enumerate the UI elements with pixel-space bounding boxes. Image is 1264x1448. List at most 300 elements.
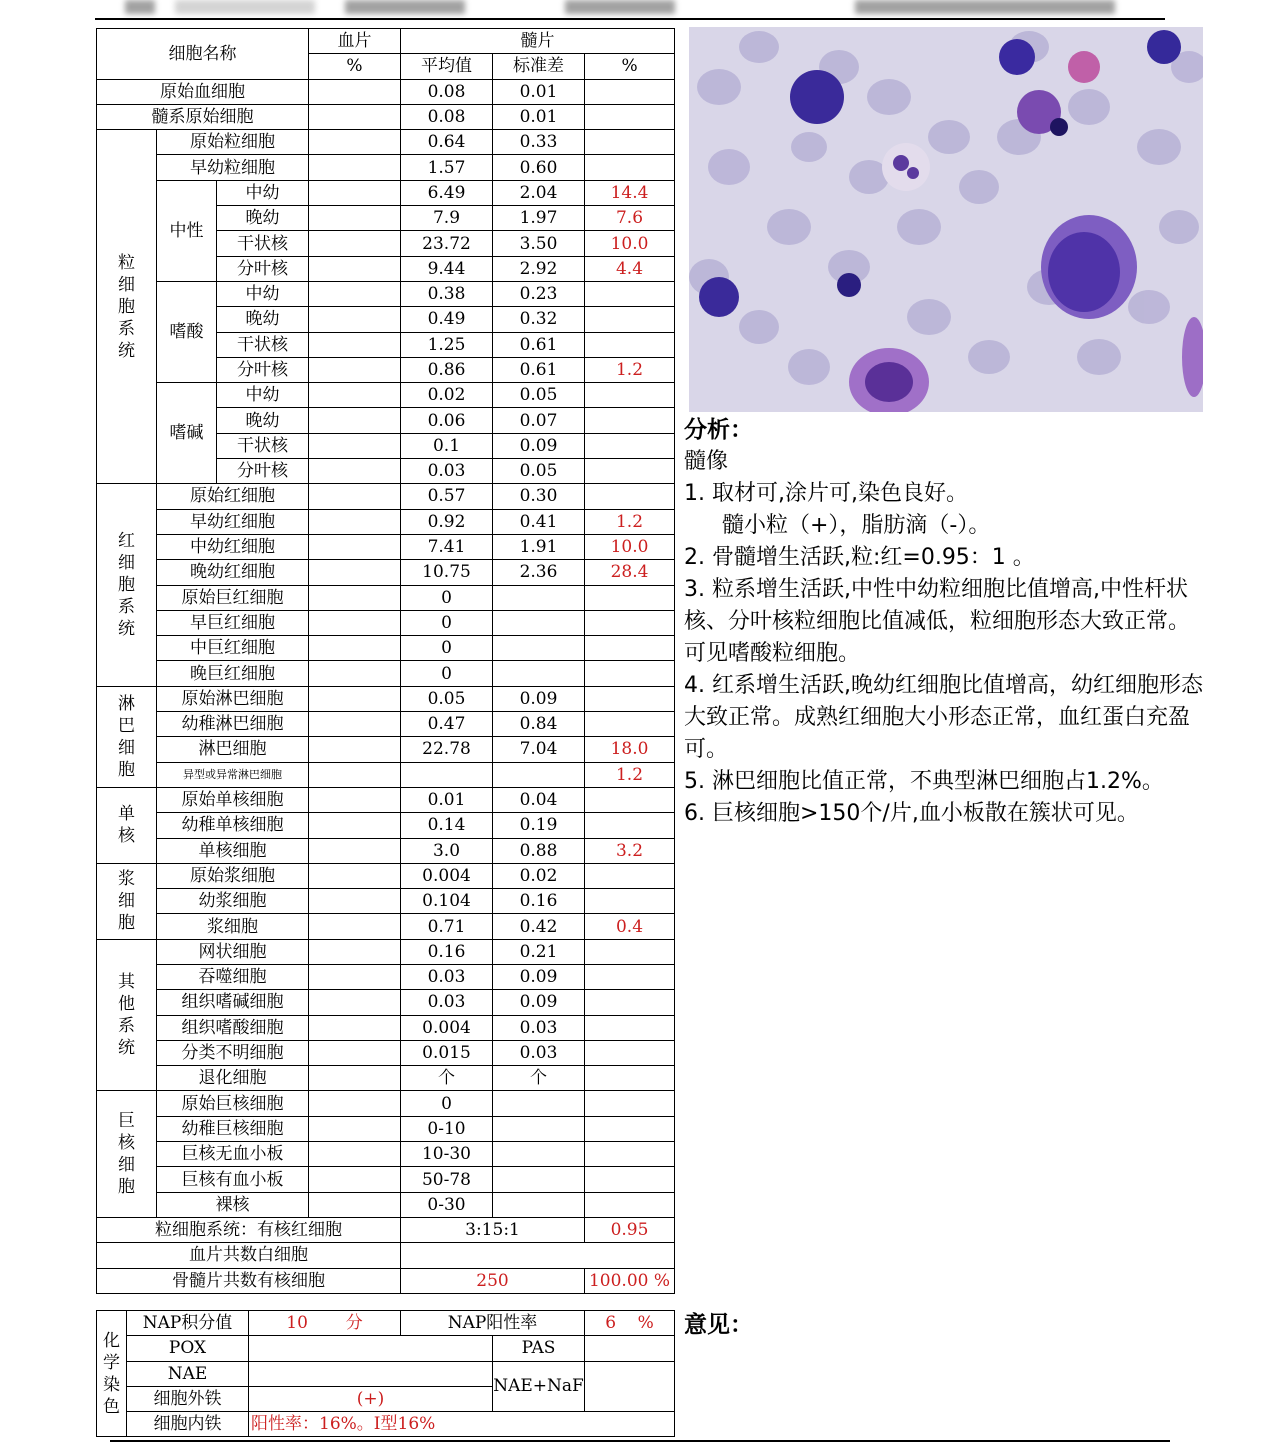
marrow-pct-value <box>585 712 675 737</box>
pas-value <box>585 1336 675 1361</box>
mean-value: 0.02 <box>401 383 493 408</box>
marrow-pct-value: 4.4 <box>585 256 675 281</box>
analysis-item: 4. 红系增生活跃,晚幼红细胞比值增高，幼红细胞形态大致正常。成熟红细胞大小形态正常，血红蛋白充盈可。 <box>684 673 1203 762</box>
group-plasma: 浆细胞 <box>97 863 157 939</box>
mean-value: 0.015 <box>401 1040 493 1065</box>
table-row <box>97 1066 675 1091</box>
cell-name: 中幼 <box>217 180 309 205</box>
header-blood: 血片 <box>309 29 401 54</box>
table-row <box>97 1192 675 1217</box>
intracellular-iron-value: 阳性率：16%。I型16% <box>249 1412 675 1437</box>
cell-name: 中幼 <box>217 383 309 408</box>
cell-name: 原始红细胞 <box>157 484 309 509</box>
table-row <box>97 964 675 989</box>
redacted-text <box>565 0 675 14</box>
table-row <box>97 990 675 1015</box>
table-row <box>97 1142 675 1167</box>
sd-value: 0.09 <box>493 433 585 458</box>
sd-value: 0.30 <box>493 484 585 509</box>
marrow-total-label: 骨髓片共数有核细胞 <box>97 1268 401 1293</box>
mean-value: 10-30 <box>401 1142 493 1167</box>
blood-value <box>309 459 401 484</box>
marrow-pct-value <box>585 939 675 964</box>
table-row <box>97 383 675 408</box>
marrow-pct-value <box>585 1142 675 1167</box>
cell-name: 晚幼 <box>217 408 309 433</box>
nae-value <box>249 1361 493 1386</box>
redacted-text <box>125 0 155 14</box>
cell-name: 晚幼红细胞 <box>157 560 309 585</box>
cell-name: 吞噬细胞 <box>157 964 309 989</box>
cell-name: 早幼红细胞 <box>157 509 309 534</box>
sd-value <box>493 1091 585 1116</box>
blood-value <box>309 914 401 939</box>
cell-name: 髓系原始细胞 <box>97 104 309 129</box>
table-row <box>97 889 675 914</box>
group-stain: 化学染色 <box>97 1311 127 1437</box>
sd-value: 0.05 <box>493 459 585 484</box>
opinion-title: 意见： <box>684 1312 753 1338</box>
table-row <box>97 1015 675 1040</box>
mean-value: 0.08 <box>401 79 493 104</box>
cell-name: 巨核无血小板 <box>157 1142 309 1167</box>
header-mean: 平均值 <box>401 54 493 79</box>
blood-value <box>309 79 401 104</box>
marrow-pct-value <box>585 1167 675 1192</box>
analysis-title: 分析： <box>684 417 753 443</box>
blood-value <box>309 1015 401 1040</box>
mean-value: 10.75 <box>401 560 493 585</box>
cell-name: 退化细胞 <box>157 1066 309 1091</box>
mean-value: 0.03 <box>401 459 493 484</box>
marrow-pct-value: 0.4 <box>585 914 675 939</box>
sd-value: 0.03 <box>493 1040 585 1065</box>
table-row <box>97 686 675 711</box>
marrow-pct-value <box>585 585 675 610</box>
cell-name: 晚幼 <box>217 307 309 332</box>
marrow-pct-value <box>585 281 675 306</box>
cell-name: 早巨红细胞 <box>157 610 309 635</box>
blood-value <box>309 155 401 180</box>
sd-value: 1.97 <box>493 206 585 231</box>
cell-name: 干状核 <box>217 433 309 458</box>
sd-value: 0.61 <box>493 357 585 382</box>
sd-value <box>493 661 585 686</box>
subgroup-basophil: 嗜碱 <box>157 383 217 484</box>
cell-name: 幼浆细胞 <box>157 889 309 914</box>
mean-value: 0.004 <box>401 863 493 888</box>
bottom-divider <box>110 1440 1170 1442</box>
blood-value <box>309 509 401 534</box>
sd-value <box>493 1142 585 1167</box>
sd-value: 0.42 <box>493 914 585 939</box>
blood-value <box>309 1116 401 1141</box>
cell-name: 干状核 <box>217 231 309 256</box>
mean-value: 0.47 <box>401 712 493 737</box>
blood-value <box>309 332 401 357</box>
header-sd: 标准差 <box>493 54 585 79</box>
blood-value <box>309 408 401 433</box>
table-row <box>97 939 675 964</box>
blood-value <box>309 636 401 661</box>
subgroup-neutrophil: 中性 <box>157 180 217 281</box>
sd-value: 0.09 <box>493 990 585 1015</box>
blood-value <box>309 130 401 155</box>
blood-value <box>309 1167 401 1192</box>
header-marrow-pct: % <box>585 54 675 79</box>
cell-name: 淋巴细胞 <box>157 737 309 762</box>
marrow-pct-value <box>585 1040 675 1065</box>
cell-name: 网状细胞 <box>157 939 309 964</box>
blood-value <box>309 737 401 762</box>
blood-value <box>309 813 401 838</box>
table-row <box>97 661 675 686</box>
table-row <box>97 509 675 534</box>
sd-value: 2.04 <box>493 180 585 205</box>
microscope-image <box>689 27 1203 412</box>
marrow-smear-photo <box>689 27 1203 412</box>
mean-value: 0.03 <box>401 990 493 1015</box>
sd-value <box>493 636 585 661</box>
table-row <box>97 1167 675 1192</box>
blood-value <box>309 585 401 610</box>
redacted-text <box>345 0 465 14</box>
table-row <box>97 79 675 104</box>
table-row <box>97 737 675 762</box>
mean-value: 0 <box>401 1091 493 1116</box>
blood-value <box>309 762 401 787</box>
sd-value: 0.16 <box>493 889 585 914</box>
nae-naf-value <box>585 1361 675 1412</box>
table-row <box>97 155 675 180</box>
chemical-stain-table <box>96 1310 675 1437</box>
cell-name: 分叶核 <box>217 256 309 281</box>
cell-name: 分叶核 <box>217 357 309 382</box>
mean-value: 0 <box>401 661 493 686</box>
blood-value <box>309 661 401 686</box>
marrow-total-value: 250 <box>401 1268 585 1293</box>
blood-value <box>309 610 401 635</box>
mean-value: 0.49 <box>401 307 493 332</box>
marrow-pct-value <box>585 104 675 129</box>
group-granulocyte: 粒细胞系统 <box>97 130 157 484</box>
marrow-pct-value: 7.6 <box>585 206 675 231</box>
table-row <box>97 585 675 610</box>
mean-value: 0 <box>401 585 493 610</box>
group-mono: 单核 <box>97 787 157 863</box>
mean-value: 0.86 <box>401 357 493 382</box>
ratio-result: 0.95 <box>585 1217 675 1242</box>
nae-naf-label: NAE+NaF <box>493 1361 585 1412</box>
analysis-item: 1. 取材可,涂片可,染色良好。 <box>684 481 968 506</box>
mean-value: 50-78 <box>401 1167 493 1192</box>
mean-value: 0.14 <box>401 813 493 838</box>
report-header-bar <box>95 0 1165 20</box>
sd-value <box>493 610 585 635</box>
analysis-item: 2. 骨髓增生活跃,粒:红=0.95：1 。 <box>684 545 1035 570</box>
cell-name: 原始淋巴细胞 <box>157 686 309 711</box>
cell-name: 浆细胞 <box>157 914 309 939</box>
nae-label: NAE <box>127 1361 249 1386</box>
mean-value: 0 <box>401 636 493 661</box>
blood-value <box>309 484 401 509</box>
table-row <box>97 130 675 155</box>
header-blood-pct: % <box>309 54 401 79</box>
mean-value: 0.64 <box>401 130 493 155</box>
cell-name: 巨核有血小板 <box>157 1167 309 1192</box>
mean-value: 0.1 <box>401 433 493 458</box>
marrow-pct-value <box>585 1116 675 1141</box>
mean-value: 0.01 <box>401 787 493 812</box>
blood-value <box>309 990 401 1015</box>
ratio-value: 3:15:1 <box>401 1217 585 1242</box>
ratio-row <box>97 1217 675 1242</box>
sd-value: 0.60 <box>493 155 585 180</box>
marrow-pct-value <box>585 813 675 838</box>
sd-value: 个 <box>493 1066 585 1091</box>
marrow-pct-value: 3.2 <box>585 838 675 863</box>
sd-value: 0.03 <box>493 1015 585 1040</box>
cell-name: 原始巨核细胞 <box>157 1091 309 1116</box>
blood-value <box>309 560 401 585</box>
marrow-pct-value <box>585 863 675 888</box>
sd-value <box>493 1116 585 1141</box>
sd-value: 0.41 <box>493 509 585 534</box>
blood-value <box>309 889 401 914</box>
marrow-pct-value <box>585 661 675 686</box>
blood-value <box>309 433 401 458</box>
redacted-text <box>175 0 315 14</box>
marrow-pct-value <box>585 610 675 635</box>
cell-name: 幼稚淋巴细胞 <box>157 712 309 737</box>
sd-value: 0.02 <box>493 863 585 888</box>
analysis-item: 髓小粒（+），脂肪滴（-）。 <box>722 513 991 538</box>
analysis-section <box>684 410 1204 830</box>
blood-value <box>309 964 401 989</box>
mean-value: 个 <box>401 1066 493 1091</box>
cell-name: 原始巨红细胞 <box>157 585 309 610</box>
cell-name: 干状核 <box>217 332 309 357</box>
marrow-pct-value <box>585 1091 675 1116</box>
subgroup-eosinophil: 嗜酸 <box>157 281 217 382</box>
mean-value: 0.57 <box>401 484 493 509</box>
analysis-item: 6. 巨核细胞>150个/片,血小板散在簇状可见。 <box>684 801 1139 826</box>
marrow-pct-value <box>585 307 675 332</box>
analysis-item: 3. 粒系增生活跃,中性中幼粒细胞比值增高,中性杆状核、分叶核粒细胞比值减低，粒细胞形态大致正常。可见嗜酸粒细胞。 <box>684 577 1191 666</box>
marrow-pct-value <box>585 383 675 408</box>
blood-value <box>309 534 401 559</box>
marrow-pct-value: 1.2 <box>585 509 675 534</box>
sd-value: 2.92 <box>493 256 585 281</box>
nap-score-value: 10 分 <box>249 1311 401 1336</box>
marrow-pct-value <box>585 79 675 104</box>
marrow-pct-value <box>585 1015 675 1040</box>
mean-value: 0-10 <box>401 1116 493 1141</box>
sd-value <box>493 585 585 610</box>
pas-label: PAS <box>493 1336 585 1361</box>
marrow-pct-value <box>585 636 675 661</box>
sd-value: 0.05 <box>493 383 585 408</box>
table-row <box>97 838 675 863</box>
cell-name: 组织嗜酸细胞 <box>157 1015 309 1040</box>
extracellular-iron-value: (+) <box>249 1386 493 1411</box>
marrow-pct-value: 18.0 <box>585 737 675 762</box>
group-lymph: 淋巴细胞 <box>97 686 157 787</box>
sd-value: 0.33 <box>493 130 585 155</box>
sd-value: 0.32 <box>493 307 585 332</box>
blood-value <box>309 357 401 382</box>
sd-value: 0.88 <box>493 838 585 863</box>
mean-value: 7.41 <box>401 534 493 559</box>
blood-value <box>309 1091 401 1116</box>
mean-value: 22.78 <box>401 737 493 762</box>
mean-value: 0.004 <box>401 1015 493 1040</box>
cell-name: 原始血细胞 <box>97 79 309 104</box>
sd-value: 3.50 <box>493 231 585 256</box>
table-row <box>97 610 675 635</box>
blood-wbc-row <box>97 1243 675 1268</box>
cell-name: 组织嗜碱细胞 <box>157 990 309 1015</box>
cell-name: 分类不明细胞 <box>157 1040 309 1065</box>
cell-name: 中幼红细胞 <box>157 534 309 559</box>
pox-value <box>249 1336 493 1361</box>
extracellular-iron-label: 细胞外铁 <box>127 1386 249 1411</box>
mean-value <box>401 762 493 787</box>
sd-value: 0.04 <box>493 787 585 812</box>
table-row <box>97 762 675 787</box>
sd-value: 1.91 <box>493 534 585 559</box>
blood-value <box>309 712 401 737</box>
blood-wbc-value <box>401 1243 675 1268</box>
cell-name: 中幼 <box>217 281 309 306</box>
marrow-pct-value <box>585 484 675 509</box>
table-row <box>97 1091 675 1116</box>
marrow-pct-value <box>585 433 675 458</box>
cell-name: 原始粒细胞 <box>157 130 309 155</box>
sd-value: 0.07 <box>493 408 585 433</box>
analysis-subtitle: 髓像 <box>684 449 729 474</box>
mean-value: 0-30 <box>401 1192 493 1217</box>
mean-value: 0.71 <box>401 914 493 939</box>
marrow-pct-value <box>585 1066 675 1091</box>
marrow-pct-value: 14.4 <box>585 180 675 205</box>
cell-name: 裸核 <box>157 1192 309 1217</box>
cell-name: 中巨红细胞 <box>157 636 309 661</box>
cell-name: 晚幼 <box>217 206 309 231</box>
mean-value: 1.25 <box>401 332 493 357</box>
table-row <box>97 484 675 509</box>
sd-value: 0.09 <box>493 964 585 989</box>
blood-value <box>309 231 401 256</box>
group-other: 其他系统 <box>97 939 157 1091</box>
sd-value <box>493 1167 585 1192</box>
marrow-pct-value: 10.0 <box>585 534 675 559</box>
mean-value: 23.72 <box>401 231 493 256</box>
table-row <box>97 104 675 129</box>
group-mega: 巨核细胞 <box>97 1091 157 1217</box>
mean-value: 0.08 <box>401 104 493 129</box>
marrow-pct-value <box>585 787 675 812</box>
header-cell-name: 细胞名称 <box>97 29 309 80</box>
sd-value: 0.21 <box>493 939 585 964</box>
mean-value: 0.05 <box>401 686 493 711</box>
mean-value: 0.92 <box>401 509 493 534</box>
cell-name: 分叶核 <box>217 459 309 484</box>
blood-value <box>309 1040 401 1065</box>
nap-score-label: NAP积分值 <box>127 1311 249 1336</box>
marrow-pct-value <box>585 130 675 155</box>
sd-value <box>493 762 585 787</box>
sd-value <box>493 1192 585 1217</box>
mean-value: 1.57 <box>401 155 493 180</box>
table-row <box>97 534 675 559</box>
analysis-item: 5. 淋巴细胞比值正常，不典型淋巴细胞占1.2%。 <box>684 769 1164 794</box>
blood-value <box>309 787 401 812</box>
marrow-pct-value <box>585 964 675 989</box>
blood-value <box>309 206 401 231</box>
sd-value: 0.01 <box>493 79 585 104</box>
marrow-pct-value <box>585 459 675 484</box>
blood-value <box>309 104 401 129</box>
cell-name: 单核细胞 <box>157 838 309 863</box>
sd-value: 0.01 <box>493 104 585 129</box>
marrow-total-pct: 100.00 % <box>585 1268 675 1293</box>
sd-value: 2.36 <box>493 560 585 585</box>
table-row <box>97 787 675 812</box>
table-row <box>97 560 675 585</box>
sd-value: 0.09 <box>493 686 585 711</box>
nap-rate-value: 6 % <box>585 1311 675 1336</box>
mean-value: 0 <box>401 610 493 635</box>
marrow-pct-value: 1.2 <box>585 357 675 382</box>
blood-wbc-label: 血片共数白细胞 <box>97 1243 401 1268</box>
blood-value <box>309 1142 401 1167</box>
mean-value: 7.9 <box>401 206 493 231</box>
mean-value: 0.16 <box>401 939 493 964</box>
mean-value: 3.0 <box>401 838 493 863</box>
table-row <box>97 180 675 205</box>
cell-name: 幼稚单核细胞 <box>157 813 309 838</box>
ratio-label: 粒细胞系统：有核红细胞 <box>97 1217 401 1242</box>
blood-value <box>309 1066 401 1091</box>
blood-value <box>309 256 401 281</box>
table-row <box>97 1040 675 1065</box>
cell-name: 晚巨红细胞 <box>157 661 309 686</box>
blood-value <box>309 686 401 711</box>
marrow-total-row <box>97 1268 675 1293</box>
blood-value <box>309 939 401 964</box>
mean-value: 0.38 <box>401 281 493 306</box>
blood-value <box>309 281 401 306</box>
cell-count-table <box>96 28 675 1294</box>
blood-value <box>309 180 401 205</box>
cell-name: 原始单核细胞 <box>157 787 309 812</box>
marrow-pct-value: 1.2 <box>585 762 675 787</box>
cell-name: 幼稚巨核细胞 <box>157 1116 309 1141</box>
mean-value: 0.06 <box>401 408 493 433</box>
marrow-pct-value <box>585 408 675 433</box>
mean-value: 0.03 <box>401 964 493 989</box>
sd-value: 0.84 <box>493 712 585 737</box>
table-row <box>97 863 675 888</box>
marrow-pct-value <box>585 889 675 914</box>
marrow-pct-value <box>585 1192 675 1217</box>
redacted-text <box>855 0 1115 14</box>
blood-value <box>309 307 401 332</box>
cell-name: 异型或异常淋巴细胞 <box>157 762 309 787</box>
table-row <box>97 914 675 939</box>
header-marrow: 髓片 <box>401 29 675 54</box>
